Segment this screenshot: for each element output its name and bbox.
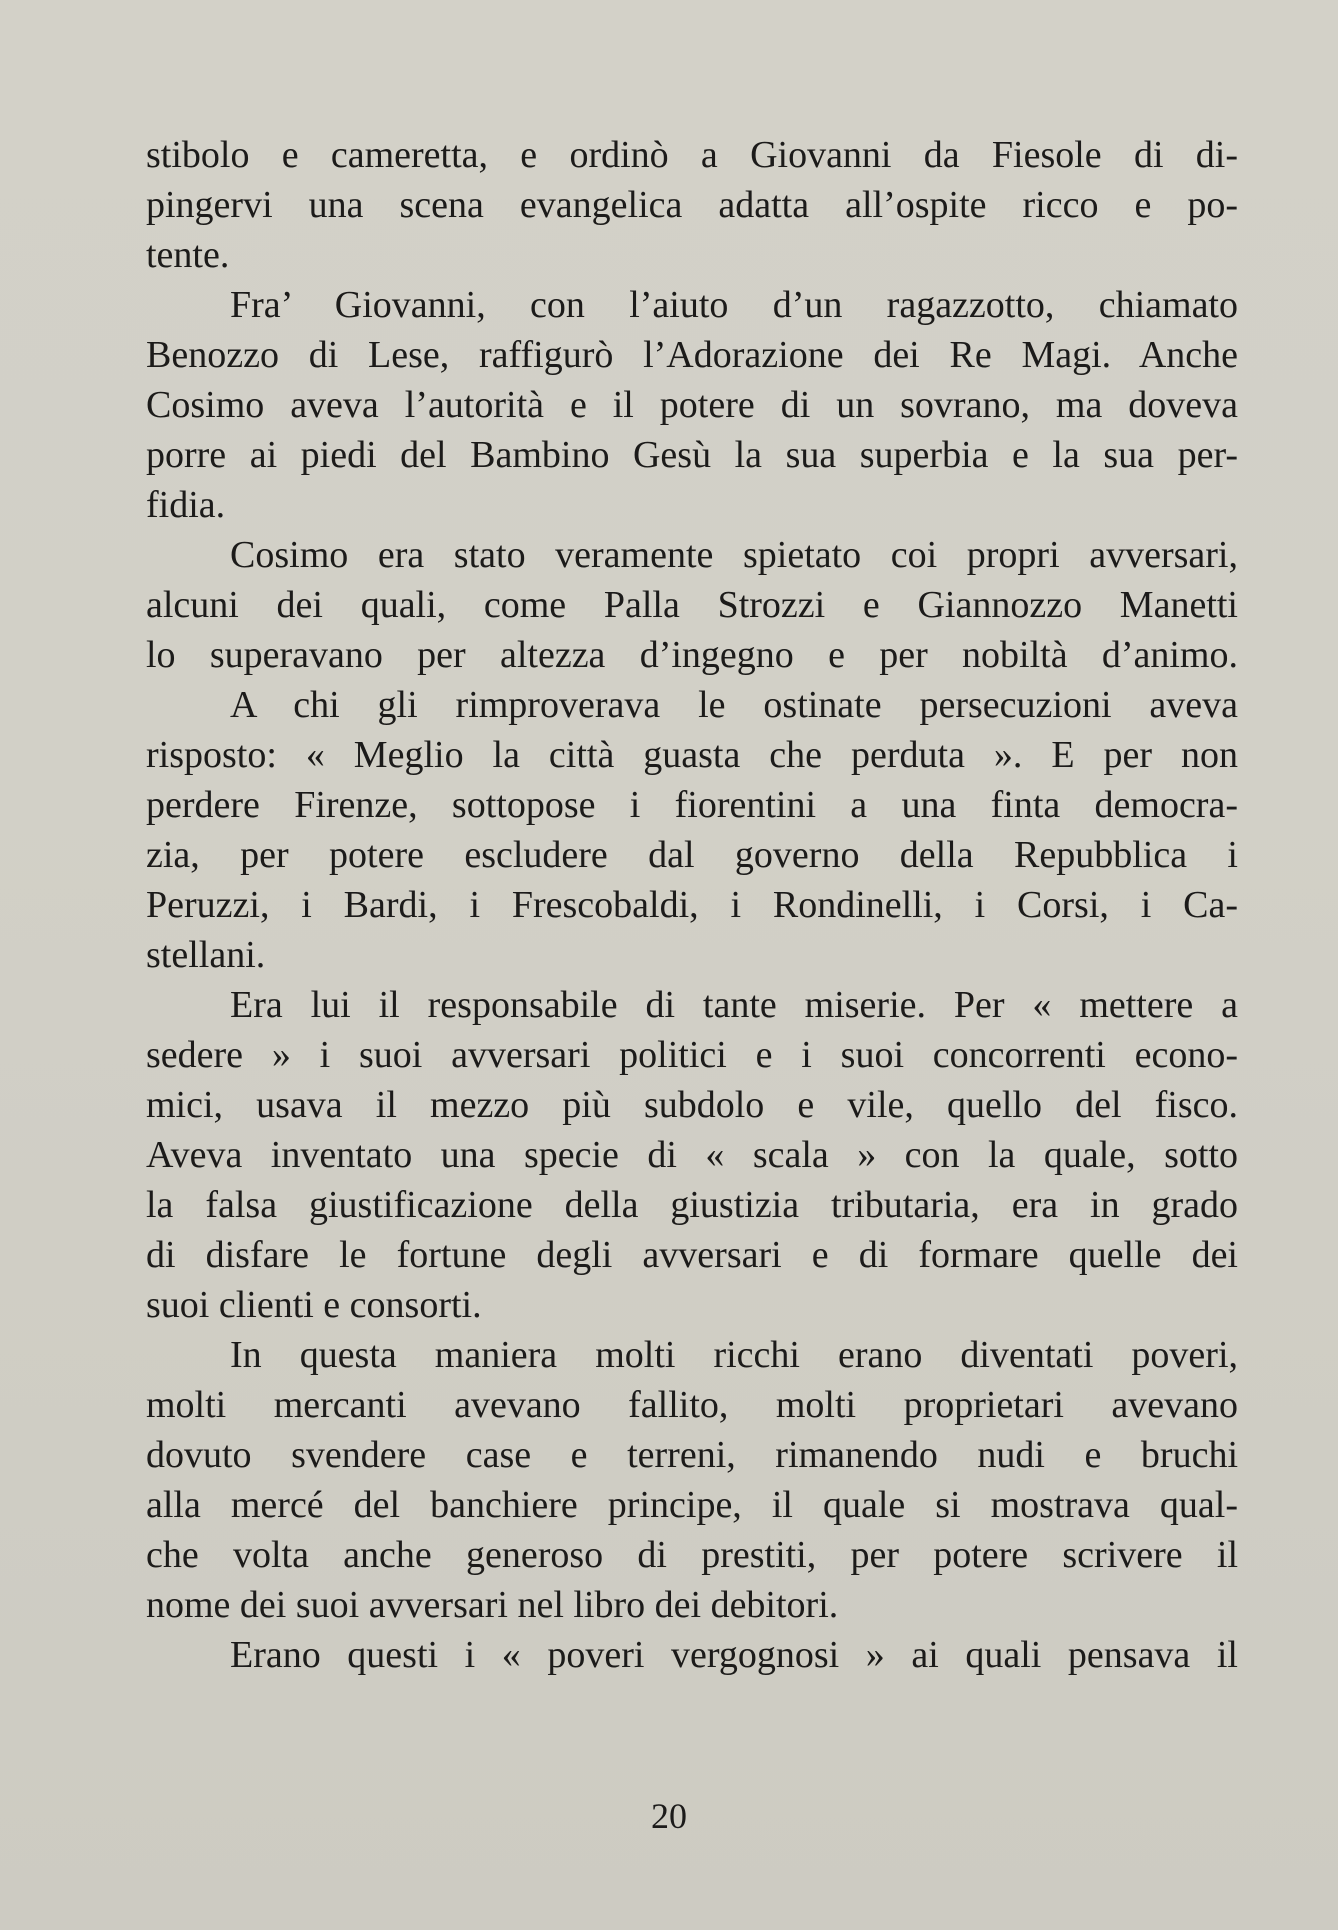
text-line: tente. xyxy=(146,234,230,276)
text-line: risposto: « Meglio la città guasta che perduta ». E per non xyxy=(146,734,1238,776)
text-line: zia, per potere escludere dal governo della Repubblica i xyxy=(146,834,1238,876)
text-line: nome dei suoi avversari nel libro dei debitori. xyxy=(146,1584,839,1626)
text-line: lo superavano per altezza d’ingegno e per nobiltà d’animo. xyxy=(146,634,1238,676)
text-line: Benozzo di Lese, raffigurò l’Adorazione dei Re Magi. Anche xyxy=(146,334,1238,376)
text-line: mici, usava il mezzo più subdolo e vile, quello del fisco. xyxy=(146,1084,1238,1126)
text-line: Erano questi i « poveri vergognosi » ai quali pensava il xyxy=(230,1634,1238,1676)
text-line: dovuto svendere case e terreni, rimanendo nudi e bruchi xyxy=(146,1434,1238,1476)
text-line: Era lui il responsabile di tante miserie. Per « mettere a xyxy=(230,984,1238,1026)
text-line: A chi gli rimproverava le ostinate persecuzioni aveva xyxy=(230,684,1238,726)
body-text xyxy=(146,130,1238,1680)
text-line: di disfare le fortune degli avversari e di formare quelle dei xyxy=(146,1234,1238,1276)
text-line: alcuni dei quali, come Palla Strozzi e Giannozzo Manetti xyxy=(146,584,1238,626)
text-line: Cosimo era stato veramente spietato coi propri avversari, xyxy=(230,534,1238,576)
text-line: In questa maniera molti ricchi erano diventati poveri, xyxy=(230,1334,1238,1376)
text-line: molti mercanti avevano fallito, molti proprietari avevano xyxy=(146,1384,1238,1426)
text-line: suoi clienti e consorti. xyxy=(146,1284,482,1326)
text-line: stellani. xyxy=(146,934,266,976)
text-line: porre ai piedi del Bambino Gesù la sua superbia e la sua per- xyxy=(146,434,1238,476)
text-line: Fra’ Giovanni, con l’aiuto d’un ragazzotto, chiamato xyxy=(230,284,1238,326)
text-line: Aveva inventato una specie di « scala » con la quale, sotto xyxy=(146,1134,1238,1176)
text-line: perdere Firenze, sottopose i fiorentini a una finta democra- xyxy=(146,784,1238,826)
text-line: che volta anche generoso di prestiti, per potere scrivere il xyxy=(146,1534,1238,1576)
text-line: sedere » i suoi avversari politici e i suoi concorrenti econo- xyxy=(146,1034,1238,1076)
text-line: stibolo e cameretta, e ordinò a Giovanni da Fiesole di di- xyxy=(146,134,1238,176)
text-line: alla mercé del banchiere principe, il quale si mostrava qual- xyxy=(146,1484,1238,1526)
text-line: la falsa giustificazione della giustizia tributaria, era in grado xyxy=(146,1184,1238,1226)
page-number: 20 xyxy=(651,1796,687,1836)
text-line: Cosimo aveva l’autorità e il potere di un sovrano, ma doveva xyxy=(146,384,1238,426)
text-line: Peruzzi, i Bardi, i Frescobaldi, i Rondinelli, i Corsi, i Ca- xyxy=(146,884,1238,926)
text-line: fidia. xyxy=(146,484,226,526)
text-line: pingervi una scena evangelica adatta all’ospite ricco e po- xyxy=(146,184,1238,226)
